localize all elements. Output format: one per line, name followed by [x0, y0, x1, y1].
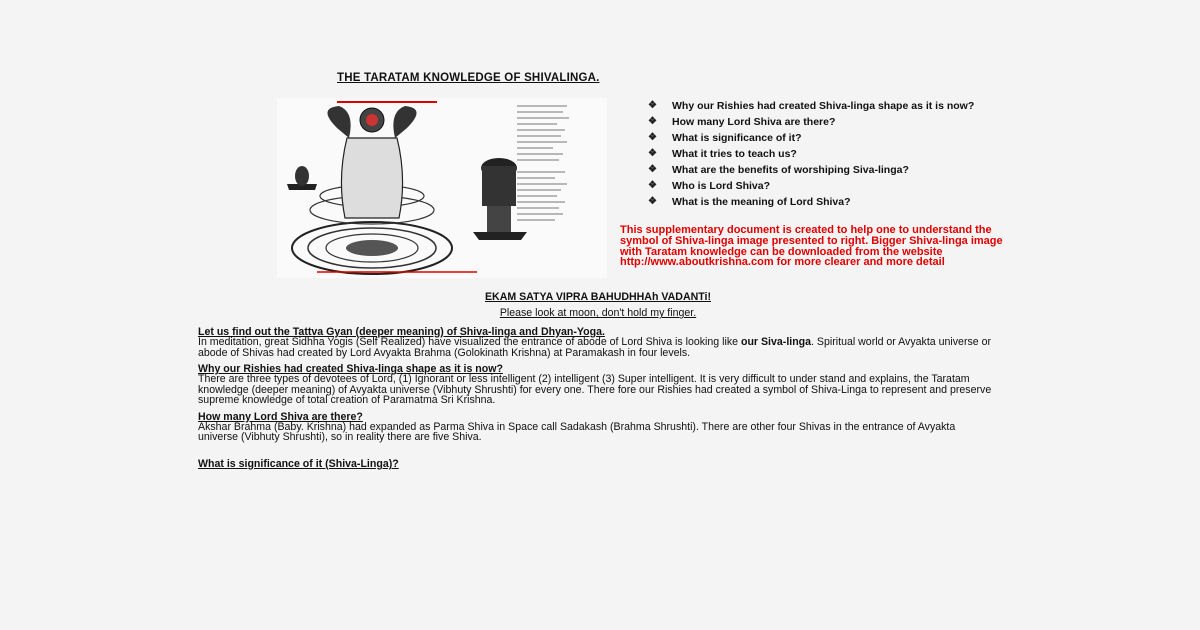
diamond-bullet-icon: ❖ [648, 180, 657, 191]
list-item: ❖ Why our Rishies had created Shiva-linga shape as it is now? [648, 100, 975, 112]
section-heading: What is significance of it (Shiva-Linga)? [198, 457, 399, 470]
document-body [198, 292, 998, 469]
section-heading: Let us find out the Tattva Gyan (deeper meaning) of Shiva-linga and Dhyan-Yoga. [198, 325, 605, 338]
section-paragraph: There are three types of devotees of Lord, (1) Ignorant or less intelligent (2) intelligent (3) Super intelligent. It is very difficult to under stand and explains, the Taratam knowledge (deeper meaning) of Avyakta universe (Vibhuty Shrushti) for every one. There fore our Rishies had created a symbol of Shiva-Linga to represent and preserve supreme knowledge of total creation of Paramatma Sri Krishna. [198, 373, 992, 407]
shivalinga-diagram-icon [277, 98, 607, 278]
motto: EKAM SATYA VIPRA BAHUDHHAh VADANTi! [484, 291, 711, 303]
diamond-bullet-icon: ❖ [648, 148, 657, 159]
document-title: THE TARATAM KNOWLEDGE OF SHIVALINGA. [337, 72, 600, 84]
list-item: ❖ What is significance of it? [648, 132, 802, 144]
section-paragraph: In meditation, great Sidhha Yogis (Self Realized) have visualized the entrance of abode of Lord Shiva is looking like our Siva-linga. Spiritual world or Avyakta universe or abode of Shivas had created by Lord Avyakta Brahma (Golokinath Krishna) at Paramakash in four levels. [198, 336, 992, 359]
diamond-bullet-icon: ❖ [648, 132, 657, 143]
section-heading: Why our Rishies had created Shiva-linga shape as it is now? [198, 363, 503, 376]
diamond-bullet-icon: ❖ [648, 100, 657, 111]
question-list [648, 101, 988, 213]
list-item: ❖ Who is Lord Shiva? [648, 180, 771, 192]
list-item: ❖ What it tries to teach us? [648, 148, 797, 160]
plea-text: Please look at moon, don't hold my finger. [499, 307, 697, 320]
section-heading: How many Lord Shiva are there? [198, 410, 363, 423]
list-item: ❖ How many Lord Shiva are there? [648, 116, 836, 128]
supplementary-note: This supplementary document is created to help one to understand the symbol of Shiva-linga image presented to right. Bigger Shiva-linga image with Taratam knowledge can be downloaded from the website http://www.aboutkrishna.com for more clearer and more detail [620, 224, 1003, 269]
list-item: ❖ What are the benefits of worshiping Siva-linga? [648, 164, 909, 176]
diamond-bullet-icon: ❖ [648, 116, 657, 127]
section-paragraph: Akshar Brahma (Baby. Krishna) had expanded as Parma Shiva in Space call Sadakash (Brahma Shrushti). There are other four Shivas in the entrance of Avyakta universe (Vibhuty Shrushti), so in reality there are five Shiva. [198, 421, 956, 444]
diamond-bullet-icon: ❖ [648, 164, 657, 175]
list-item: ❖ What is the meaning of Lord Shiva? [648, 196, 851, 208]
diamond-bullet-icon: ❖ [648, 196, 657, 207]
